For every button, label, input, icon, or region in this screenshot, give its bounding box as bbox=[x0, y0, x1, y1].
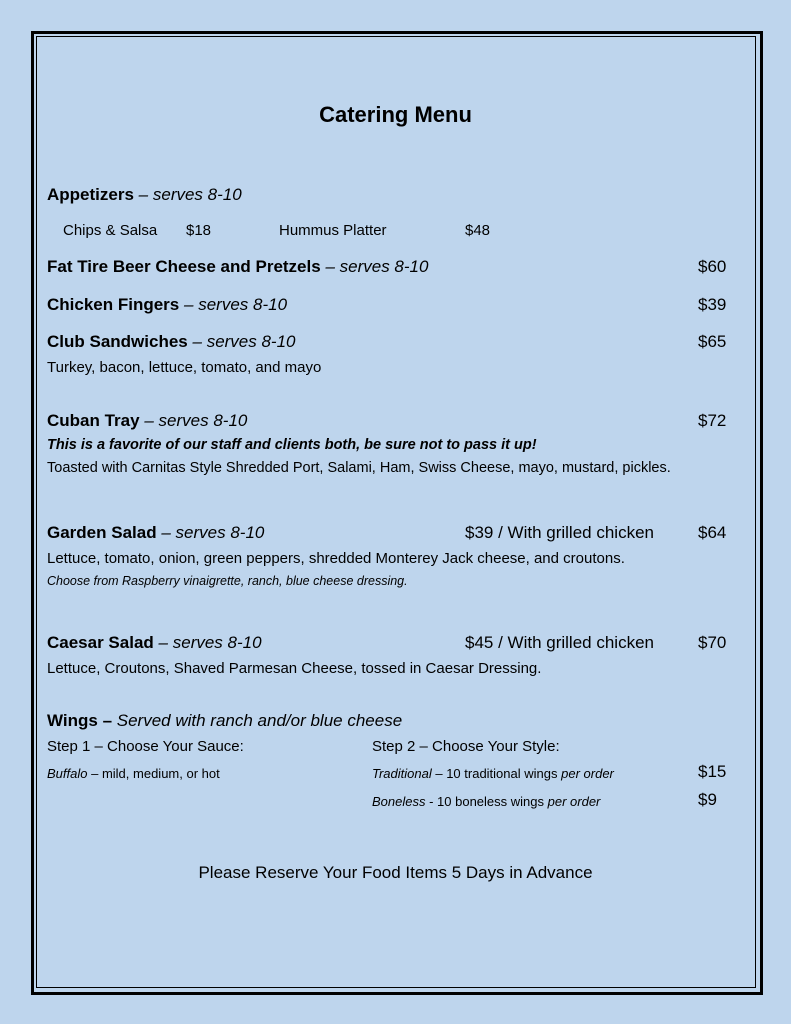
garden-salad-chicken-price: $64 bbox=[698, 523, 727, 542]
menu-border-inner bbox=[36, 36, 756, 988]
chicken-fingers-price: $39 bbox=[698, 295, 727, 314]
wings-style-name: Boneless bbox=[372, 794, 426, 809]
beer-cheese-title: Fat Tire Beer Cheese and Pretzels bbox=[47, 257, 321, 276]
club-heading bbox=[47, 332, 296, 352]
appetizers-title: Appetizers bbox=[47, 185, 134, 204]
wings-style-traditional bbox=[372, 766, 614, 781]
appetizers-serves: serves 8-10 bbox=[152, 185, 242, 204]
cuban-description: Toasted with Carnitas Style Shredded Port, Salami, Ham, Swiss Cheese, mayo, mustard, pickles. bbox=[47, 460, 671, 476]
garden-salad-heading bbox=[47, 523, 264, 543]
garden-salad-dressing-note: Choose from Raspberry vinaigrette, ranch, blue cheese dressing. bbox=[47, 574, 408, 588]
wings-style-per: per order bbox=[547, 794, 601, 809]
caesar-salad-heading bbox=[47, 633, 262, 653]
cuban-favorite-note: This is a favorite of our staff and clients both, be sure not to pass it up! bbox=[47, 437, 537, 453]
beer-cheese-heading bbox=[47, 257, 428, 277]
cuban-heading bbox=[47, 411, 247, 431]
wings-sauce-name: Buffalo bbox=[47, 766, 88, 781]
garden-salad-serves: serves 8-10 bbox=[175, 523, 265, 542]
beer-cheese-dash: – bbox=[325, 257, 335, 276]
page-title: Catering Menu bbox=[319, 102, 472, 127]
club-serves: serves 8-10 bbox=[206, 332, 296, 351]
wings-style-name: Traditional bbox=[372, 766, 432, 781]
wings-heading bbox=[47, 711, 402, 731]
garden-salad-description: Lettuce, tomato, onion, green peppers, shredded Monterey Jack cheese, and croutons. bbox=[47, 550, 625, 567]
appetizer-item-name: Chips & Salsa bbox=[63, 222, 158, 239]
club-dash: – bbox=[192, 332, 202, 351]
wings-style-boneless bbox=[372, 794, 600, 809]
chicken-fingers-dash: – bbox=[184, 295, 194, 314]
appetizer-item-price: $18 bbox=[186, 222, 212, 239]
chicken-fingers-title: Chicken Fingers bbox=[47, 295, 180, 314]
caesar-salad-description: Lettuce, Croutons, Shaved Parmesan Cheese, tossed in Caesar Dressing. bbox=[47, 660, 542, 677]
wings-traditional-price: $15 bbox=[698, 762, 727, 781]
appetizers-heading bbox=[47, 185, 242, 205]
caesar-salad-title: Caesar Salad bbox=[47, 633, 154, 652]
cuban-title: Cuban Tray bbox=[47, 411, 140, 430]
cuban-price: $72 bbox=[698, 411, 727, 430]
wings-sauce bbox=[47, 766, 220, 781]
club-description: Turkey, bacon, lettuce, tomato, and mayo bbox=[47, 359, 322, 376]
wings-style-per: per order bbox=[561, 766, 614, 781]
appetizer-item-price: $48 bbox=[465, 222, 491, 239]
beer-cheese-serves: serves 8-10 bbox=[339, 257, 429, 276]
beer-cheese-price: $60 bbox=[698, 257, 727, 276]
club-price: $65 bbox=[698, 332, 727, 351]
caesar-salad-chicken-price: $70 bbox=[698, 633, 727, 652]
garden-salad-title: Garden Salad bbox=[47, 523, 157, 542]
wings-style-desc: - 10 boneless wings bbox=[429, 794, 545, 809]
appetizer-item-name: Hummus Platter bbox=[279, 222, 387, 239]
wings-step2: Step 2 – Choose Your Style: bbox=[372, 738, 560, 755]
appetizers-dash: – bbox=[138, 185, 149, 204]
wings-style-desc: – 10 traditional wings bbox=[435, 766, 558, 781]
cuban-dash: – bbox=[144, 411, 154, 430]
wings-subheading: Served with ranch and/or blue cheese bbox=[116, 711, 403, 730]
garden-salad-price: $39 / With grilled chicken bbox=[465, 523, 654, 542]
cuban-serves: serves 8-10 bbox=[158, 411, 248, 430]
wings-boneless-price: $9 bbox=[698, 790, 717, 809]
caesar-salad-price: $45 / With grilled chicken bbox=[465, 633, 654, 652]
wings-title: Wings – bbox=[47, 711, 113, 730]
chicken-fingers-serves: serves 8-10 bbox=[198, 295, 288, 314]
caesar-salad-dash: – bbox=[158, 633, 168, 652]
wings-sauce-desc: – mild, medium, or hot bbox=[91, 766, 220, 781]
chicken-fingers-heading bbox=[47, 295, 287, 315]
club-title: Club Sandwiches bbox=[47, 332, 188, 351]
garden-salad-dash: – bbox=[161, 523, 171, 542]
caesar-salad-serves: serves 8-10 bbox=[172, 633, 262, 652]
reservation-notice: Please Reserve Your Food Items 5 Days in Advance bbox=[198, 863, 593, 882]
wings-step1: Step 1 – Choose Your Sauce: bbox=[47, 738, 244, 755]
